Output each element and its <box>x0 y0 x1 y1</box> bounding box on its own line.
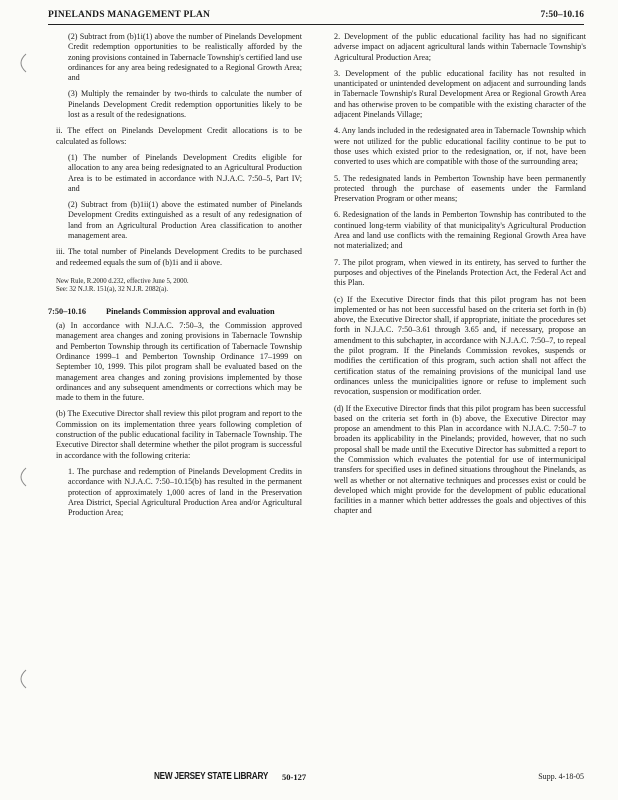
running-header <box>48 10 584 25</box>
paragraph: iii. The total number of Pinelands Development Credits to be purchased and redeemed equals the sum of (b)1i and ii above. <box>56 247 302 267</box>
paragraph: (1) The number of Pinelands Development Credits eligible for allocation to any area being redesignated to an Agricultural Production Area is to be estimated in accordance with N.J.A.C. 7:50–5, Part IV; and <box>68 152 302 193</box>
paragraph: 5. The redesignated lands in Pemberton Township have been permanently protected through the purchase of easements under the Farmland Preservation Program or other means; <box>334 173 586 204</box>
paragraph: 7. The pilot program, when viewed in its entirety, has served to further the purposes and objectives of the Pinelands Protection Act, the Federal Act and this Plan. <box>334 257 586 288</box>
source-note-line: See: 32 N.J.R. 151(a), 32 N.J.R. 2082(a). <box>56 286 169 294</box>
paragraph: 6. Redesignation of the lands in Pemberton Township has contributed to the continued long-term viability of that municipality's Agricultural Production Area and land use conflicts with the remaining Regional Growth Area have not materialized; and <box>334 210 586 251</box>
paragraph: (b) The Executive Director shall review this pilot program and report to the Commission on its implementation three years following completion of construction of the public educational facility in Tabernacle Township. The Executive Director shall determine whether the pilot program is successful in accordance with the following criteria: <box>56 409 302 460</box>
header-section-number: 7:50–10.16 <box>540 10 584 20</box>
section-number: 7:50–10.16 <box>48 306 87 316</box>
supplement-date: Supp. 4-18-05 <box>538 772 584 781</box>
paragraph: (a) In accordance with N.J.A.C. 7:50–3, the Commission approved management area changes and zoning provisions in Tabernacle Township and Pemberton Township through its certification of Tabernacle Township Ordinance 1999–1 and Pemberton Township Ordinance 17–1999 on September 10, 1999. This pilot program shall be evaluated based on the management area changes and zoning provisions implemented by those ordinances and any subsequent amendments or corrections which may be made to them in the future. <box>56 321 302 403</box>
binding-mark-icon <box>14 52 30 74</box>
section-title: Pinelands Commission approval and evaluation <box>106 306 275 316</box>
section-heading <box>48 307 302 317</box>
paragraph: (d) If the Executive Director finds that this pilot program has been successful based on the criteria set forth in (b) above, the Executive Director may propose an amendment to this Plan in accordance with N.J.A.C. 7:50–7 to broaden its applicability in the Pinelands; provided, however, that no such proposal shall be made until the Executive Director has submitted a report to the Commission which evaluates the potential for use of intermunicipal transfers for specified uses in defined situations throughout the Pinelands, as well as whether or not alternative techniques and processes exist or could be developed which might provide for the development of public educational facilities in a manner which better addresses the goals and objectives of this chapter and <box>334 403 586 516</box>
paragraph: (3) Multiply the remainder by two-thirds to calculate the number of Pinelands Development Credit redemption opportunities likely to be lost as a result of the redesignations. <box>68 89 302 120</box>
paragraph: 1. The purchase and redemption of Pinelands Development Credits in accordance with N.J.A.C. 7:50–10.15(b) has resulted in the permanent protection of approximately 1,000 acres of land in the Preservation Area District, Special Agricultural Production Area and/or Agricultural Production Area; <box>68 466 302 518</box>
source-note-line: New Rule, R.2000 d.232, effective June 5, 2000. <box>56 277 189 285</box>
paragraph: (c) If the Executive Director finds that this pilot program has not been implemented or has not been successful based on the criteria set forth in (b) above, the Executive Director shall, if appropriate, initiate the procedures set forth in N.J.A.C. 7:50–3.61 through 3.65 and, if necessary, propose an amendment to this subchapter, in accordance with N.J.A.C. 7:50–7, to repeal the pilot program. If the Pinelands Commission revokes, suspends or modifies the certification of this program, such action shall not affect the certification status of the remaining provisions of the municipal land use ordinances unless the municipalities ignore or refuse to implement such revocation, suspension or modification order. <box>334 294 586 397</box>
paragraph: 3. Development of the public educational facility has not resulted in unanticipated or unintended development on adjacent and surrounding lands in Tabernacle Township's Rural Development Area or Regional Growth Area and has otherwise proven to be compatible with the existing character of the adjacent Pinelands Village; <box>334 68 586 120</box>
left-column <box>48 32 302 524</box>
page-number: 50-127 <box>282 772 307 782</box>
source-note <box>56 278 302 295</box>
binding-mark-icon <box>14 466 30 488</box>
page-footer <box>48 771 584 785</box>
paragraph: (2) Subtract from (b)1ii(1) above the estimated number of Pinelands Development Credits extinguished as a result of any redesignation of land from an Agricultural Production Area classification to another management area. <box>68 200 302 241</box>
paragraph: 2. Development of the public educational facility has had no significant adverse impact on adjacent agricultural lands within Tabernacle Township's Agricultural Production Area; <box>334 32 586 62</box>
right-column <box>334 32 586 523</box>
paragraph: 4. Any lands included in the redesignated area in Tabernacle Township which were not utilized for the public educational facility continue to be put to those uses which existed prior to the redesignation, or, if not, have been converted to uses which are compatible with those of the surrounding area; <box>334 126 586 167</box>
paragraph: ii. The effect on Pinelands Development Credit allocations is to be calculated as follows: <box>56 126 302 146</box>
header-title: PINELANDS MANAGEMENT PLAN <box>48 10 211 20</box>
binding-mark-icon <box>14 668 30 690</box>
paragraph: (2) Subtract from (b)1i(1) above the number of Pinelands Development Credit redemption opportunities to be realistically afforded by the zoning provisions contained in Tabernacle Township's certified land use ordinances for any area being redesignated to a Regional Growth Area; and <box>68 32 302 83</box>
library-stamp: NEW JERSEY STATE LIBRARY <box>154 771 269 782</box>
